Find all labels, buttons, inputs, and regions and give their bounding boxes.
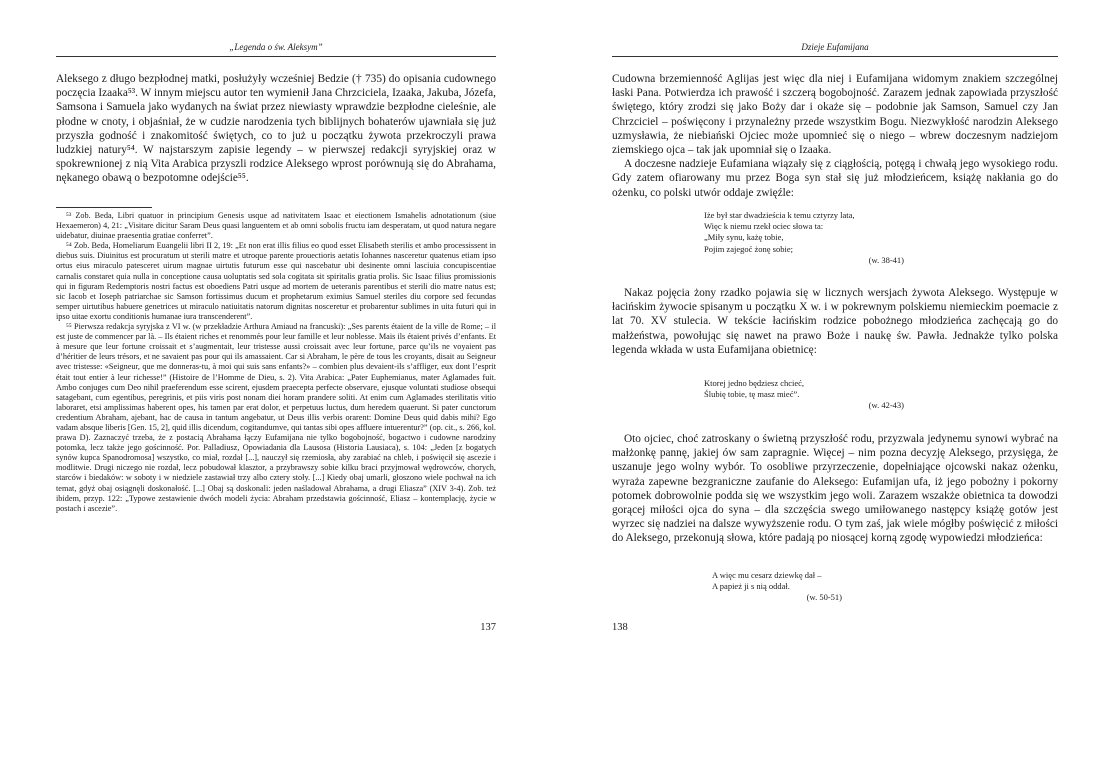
right-page <box>612 0 1058 777</box>
footnote-rule <box>56 207 152 208</box>
verse-quote-3 <box>712 570 842 604</box>
running-head-left: „Legenda o św. Aleksym” <box>229 42 323 52</box>
header-rule-left <box>56 56 496 57</box>
left-body-text <box>56 72 496 186</box>
verse-line: Iże był star dwadzieścia k temu cztyrzy lata, <box>704 210 855 220</box>
verse-line: Pojim zajegoć żonę sobie; <box>704 243 793 254</box>
left-body-paragraph: Aleksego z długo bezpłodnej matki, posłużyły wcześniej Bedzie († 735) do opisania cudownego poczęcia Izaaka⁵³. W innym miejscu autor ten wymienił Jana Chrzciciela, Izaaka, Jakuba, Józefa, Samsona i Samuela jako wydanych na świat przez niewiasty wprawdzie bezpłodne cieleśnie, ale płodne w cnoty, i objaśniał, że w cudzie narodzenia tych biblijnych bohaterów ujawniała się już przyszła godność i znakomitość świętych, co to już u początku żywota przekroczyli prawa ludzkiej natury⁵⁴. W najstarszym zapisie legendy – w pierwszej redakcji syryjskiej oraz w spokrewnionej z nią Vita Arabica przyszli rodzice Aleksego wprost porównują się do Abrahama, nękanego obawą o bezpotomne odejście⁵⁵. <box>56 73 496 185</box>
verse-line: A papież ji s nią oddał. <box>712 581 790 592</box>
footnote-54: ⁵⁴ Zob. Beda, Homeliarum Euangelii libri II 2, 19: „Et non erat illis filius eo quod esset Elisabeth sterilis et ambo processissent in diebus suis. Diuinitus est procuratum ut sterili matre et utroque parente prouectioris aetatis Iohannes nasceretur quatenus etiam ipso ortus eius miraculo patesceret uirum magnae uirtutis futurum esse qui nascebatur ubi desinente omni lasciuia concupiscentiae carnalis constaret quia nulla in conceptione causa uoluptatis sed sola cogitata sit spiritalis gratia prolis. Sic Isaac filius promissionis qui in figuram Redemptoris nostri factus est oboediens Patri usque ad mortem de ueteranis parentibus et sterili dio matre natus est; sic Iacob et Ioseph patriarchae sic Samson fortissimus ducum et prophetarum eximius Samuel steriles diu corpore sed fecundas semper uirtutibus habuere genetrices ut miraculo natiuitatis natorum dignitas nosceretur et probarentur sublimes in uita futuri qui in ipso uitae exortu conditionis humanae iura transcenderent”. <box>56 241 496 321</box>
page-number-right: 138 <box>612 622 628 633</box>
footnote-55: ⁵⁵ Pierwsza redakcja syryjska z VI w. (w przekładzie Arthura Amiaud na francuski): „Ses parents étaient de la ville de Rome; – il est juste de commencer par là. – Ils étaient riches et renommés pour leur famille et leur noblesse. Mais ils étaient privés d’enfants. Et à mesure que leur fortune croissait et s’augmentait, leur tristesse aussi croissait avec leur fortune, parce qu’ils ne voyaient pas d’héritier de leurs trésors, et ne savaient pas pour qui ils amassaient. Car si Abraham, le père de tous les croyants, disait au Seigneur avec tristesse: «Seigneur, que me donneras-tu, à moi qui suis sans enfants?» – combien plus devaient-ils s’affliger, eux dont l’esprit était tout entier à leur richesse!” (Histoire de l’Homme de Dieu, s. 2). Vita Arabica: „Pater Euphemianus, mater Aglamades fuit. Ambo conjuges cum Deo nihil praeferendum esse scirent, ejusdem praecepta perfecte observare, ejusque voluntati studiose obsequi satagebant, cum egentibus, peregrinis, et piis viris post nonam diei horam prandere soliti. At enim cum Aglamades sterilitatis vitio laboraret, etsi amplissimas haberent opes, his tamen par erat dolor, et perpetuus luctus, dum heredem quaerunt. Si pater cunctorum credentium Abraham, ajebant, hac de causa in tantum angebatur, ut Deus illis verbis orarent: Domine Deus quid dabis mihi? Ego vadam absque liberis [Gen. 15, 2], quid illis dicendum, cogitandumve, qui tantas sibi opes affluere intuerentur?” (op. cit., s. 266, kol. prawa D). Zaznaczyć trzeba, że z postacią Abrahama łączy Eufamijana nie tylko bogobojność, bogactwo i cudowne narodziny potomka, lecz także jego gościnność. Por. Palladiusz, Opowiadania dla Lausosa (Historia Lausiaca), s. 104: „Jeden [z bogatych synów kupca Spanodromosa] wszystko, co miał, rozdał [...], nauczył się rzemiosła, aby zarabiać na chleb, i poświęcił się ascezie i modlitwie. Drugi niczego nie rozdał, lecz pobudował klasztor, a przybrawszy sobie kilku braci przyjmował wędrowców, chorych, starców i biedaków: w soboty i w niedziele zastawiał trzy albo cztery stoły. [...] Kiedy obaj umarli, głoszono wiele pochwał na ich temat, gdyż obaj osiągnęli doskonałość. [...] Obaj są doskonali: jeden naśladował Abrahama, a drugi Eliasza” (XIV 3-4). Zob. też ibidem, przyp. 122: „Typowe zestawienie dwóch modeli życia: Abraham przedstawia gościnność, Eliasz – kontemplację, życie w postach i ascezie”. <box>56 322 496 513</box>
paragraph-1: Cudowna brzemienność Aglijas jest więc dla niej i Eufamijana widomym znakiem szczególnej łaski Pana. Potwierdza ich prawość i szczerą bogobojność. Zarazem jednak zapowiada przyszłość świętego, który zrodzi się jako Boży dar i okaże się – podobnie jak Samson, Samuel czy Jan Chrzciciel – poświęcony i przynależny przede wszystkim Bogu. Niezwykłość narodzin Aleksego uzmysławia, że niebiański Ojciec może upomnieć się o niego – wbrew doczesnym nadziejom ziemskiego ojca – tak jak upomniał się o Izaaka. <box>612 73 1058 157</box>
verse-line: A więc mu cesarz dziewkę dał – <box>712 570 822 580</box>
paragraph-4: Oto ojciec, choć zatroskany o świetną przyszłość rodu, przyzwala jedynemu synowi wybrać na małżonkę pannę, jakiej ów sam zapragnie. Więcej – nim pozna decyzję Aleksego, przysięga, że uszanuje jego wolny wybór. To osobliwe przyrzeczenie, dopełniające ojcowski nakaz ożenku, wyraża zapewne bezgraniczne zaufanie do Aleksego: Eufamijan ufa, iż jego pobożny i pokorny potomek dobrowolnie podda się we wszystkim jego woli. Zarazem wszakże obietnica ta dowodzi gorącej miłości ojca do syna – dla szczęścia swego umiłowanego następcy książę gotów jest wyrzec się nadziei na dalsze wywyższenie rodu. O tym zaś, jak wiele mógłby poświęcić z miłości do Aleksego, przekonują słowa, które padają po niosącej korną zgodę wypowiedzi młodzieńca: <box>612 433 1058 545</box>
paragraph-3: Nakaz pojęcia żony rzadko pojawia się w licznych wersjach żywota Aleksego. Występuje w łacińskim żywocie spisanym u początku X w. i w pokrewnym polskiemu niemieckim poemacie z lat 70. XV stulecia. W tekście łacińskim rodzice pobożnego młodzieńca zachęcają go do małżeństwa, powołując się nawet na prawo Boże i naukę św. Pawła. Jednakże tylko polska legenda wkłada w usta Eufamijana obietnicę: <box>612 287 1058 356</box>
verse-line: Więc k niemu rzekł ociec słowa ta: <box>704 221 824 232</box>
paragraph-2: A doczesne nadzieje Eufamiana wiązały się z ciągłością, potęgą i chwałą jego wysokiego rodu. Gdy zatem ofiarowany mu przez Boga syn stał się już młodzieńcem, książę nakłania go do ożenku, co polski utwór oddaje zwięźle: <box>612 158 1058 199</box>
verse-quote-2 <box>704 378 904 412</box>
verse-line: „Miły synu, każę tobie, <box>704 232 784 243</box>
verse-line: Ktorej jedno będziesz chcieć, <box>704 378 805 388</box>
verse-line: Ślubię tobie, tę masz mieć”. <box>704 389 800 400</box>
right-body-block-2 <box>612 286 1058 357</box>
verse-reference: (w. 38-41) <box>868 254 904 265</box>
footnote-53: ⁵³ Zob. Beda, Libri quatuor in principium Genesis usque ad nativitatem Isaac et eiectionem Ismahelis adnotationum (siue Hexaemeron) 4, 21: „Visitare dicitur Saram Deus quasi languentem et ab omni sobolis fructu iam desperatam, ut quod natura negare uidebatur, diuinae praesentia gratiae conferret”. <box>56 211 496 241</box>
verse-reference: (w. 42-43) <box>868 400 904 411</box>
right-body-block-1 <box>612 72 1058 200</box>
left-page <box>56 0 496 777</box>
footnotes <box>56 211 496 514</box>
verse-quote-1 <box>704 210 904 266</box>
right-body-block-3 <box>612 432 1058 546</box>
verse-reference: (w. 50-51) <box>806 592 842 603</box>
page-number-left: 137 <box>480 622 496 633</box>
running-head-right: Dzieje Eufamijana <box>801 42 869 52</box>
header-rule-right <box>612 56 1058 57</box>
